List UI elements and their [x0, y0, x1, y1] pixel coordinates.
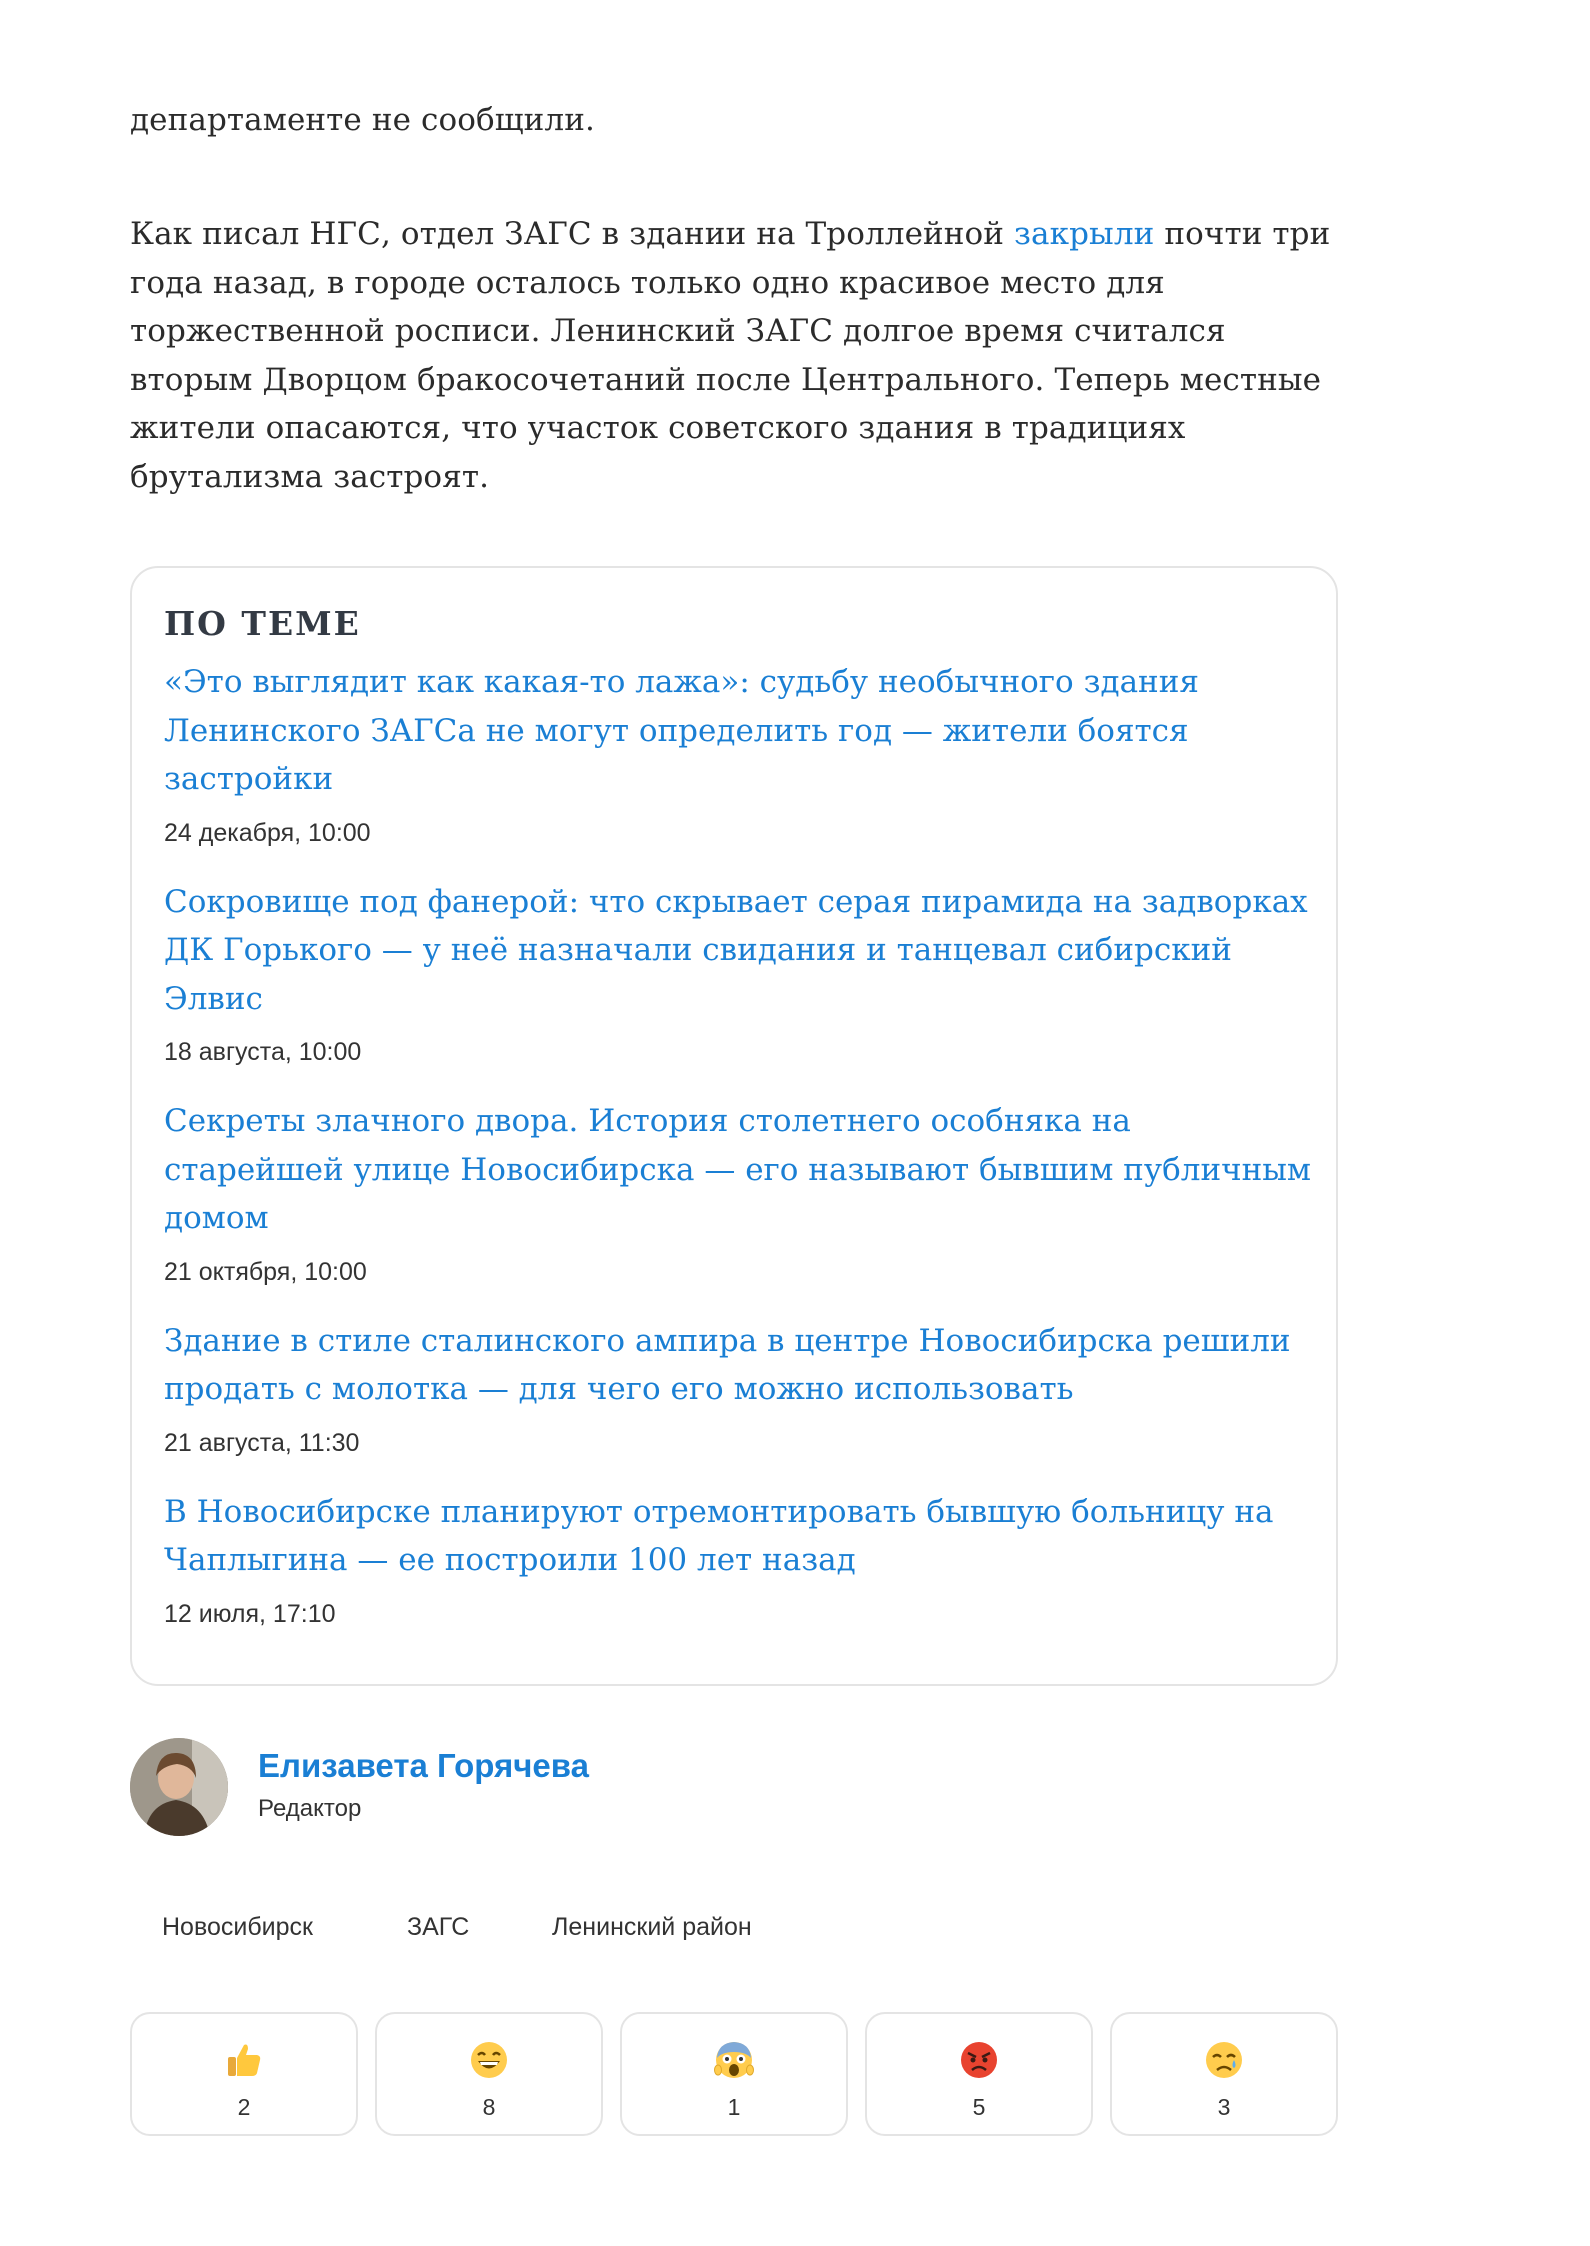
related-item-link[interactable]: Сокровище под фанерой: что скрывает серая пирамида на задворках ДК Горького — у неё назначали свидания и танцевал сибирский Элвис	[164, 883, 1308, 1017]
reaction-angry[interactable]	[865, 2012, 1093, 2136]
tag-novosibirsk[interactable]: Новосибирск	[162, 1913, 313, 1941]
screaming-face-icon	[714, 2040, 754, 2080]
paragraph-text: почти три года назад, в городе осталось только одно красивое место для торжественной росписи. Ленинский ЗАГС долгое время считался вторым Дворцом бракосочетаний после Центрального. Теперь местные жители опасаются, что участок советского здания в традициях брутализма застроят.	[130, 216, 1331, 495]
related-item-date: 21 августа, 11:30	[164, 1428, 360, 1457]
related-item	[164, 1097, 1312, 1287]
reaction-thumbs-up[interactable]	[130, 2012, 358, 2136]
related-item-date: 18 августа, 10:00	[164, 1038, 362, 1066]
related-item	[164, 1317, 1304, 1458]
related-item-link[interactable]: «Это выглядит как какая-то лажа»: судьбу необычного здания Ленинского ЗАГСа не могут определить год — жители боятся застройки	[164, 664, 1199, 797]
reaction-count: 5	[972, 2094, 986, 2120]
article-paragraph	[130, 210, 1350, 501]
thumbs-up-icon	[224, 2040, 264, 2080]
reaction-laughing[interactable]	[375, 2012, 603, 2136]
reaction-count: 8	[482, 2094, 496, 2120]
related-articles-box	[130, 566, 1338, 1686]
article-paragraph: департаменте не сообщили.	[130, 102, 595, 138]
author-role: Редактор	[258, 1795, 362, 1822]
related-item-link[interactable]: Секреты злачного двора. История столетнего особняка на старейшей улице Новосибирска — его называют бывшим публичным домом	[164, 1103, 1312, 1236]
laughing-face-icon	[469, 2040, 509, 2080]
related-item-date: 12 июля, 17:10	[164, 1599, 336, 1628]
author-avatar[interactable]	[130, 1738, 228, 1836]
reaction-screaming[interactable]	[620, 2012, 848, 2136]
inline-link-closed[interactable]: закрыли	[1014, 216, 1155, 252]
related-item-date: 21 октября, 10:00	[164, 1257, 367, 1286]
related-item	[164, 658, 1304, 848]
tag-leninsky-district[interactable]: Ленинский район	[552, 1913, 752, 1941]
related-item-date: 24 декабря, 10:00	[164, 818, 371, 847]
crying-face-icon	[1204, 2040, 1244, 2080]
related-item	[164, 878, 1308, 1068]
reaction-crying[interactable]	[1110, 2012, 1338, 2136]
angry-face-icon	[959, 2040, 999, 2080]
related-item-link[interactable]: Здание в стиле сталинского ампира в центре Новосибирска решили продать с молотка — для чего его можно использовать	[164, 1322, 1291, 1407]
paragraph-text: Как писал НГС, отдел ЗАГС в здании на Троллейной	[130, 216, 1015, 252]
reaction-count: 3	[1217, 2094, 1231, 2120]
author-block	[130, 1738, 930, 1838]
reactions-bar	[130, 2012, 1340, 2138]
reaction-count: 1	[727, 2094, 741, 2120]
related-item-link[interactable]: В Новосибирске планируют отремонтировать бывшую больницу на Чаплыгина — ее построили 100 лет назад	[164, 1493, 1274, 1578]
person-icon	[130, 1738, 228, 1836]
author-name-link[interactable]: Елизавета Горячева	[258, 1747, 589, 1784]
related-item	[164, 1488, 1304, 1629]
tag-zags[interactable]: ЗАГС	[407, 1913, 470, 1941]
reaction-count: 2	[237, 2094, 251, 2120]
related-title: ПО ТЕМЕ	[164, 604, 361, 643]
